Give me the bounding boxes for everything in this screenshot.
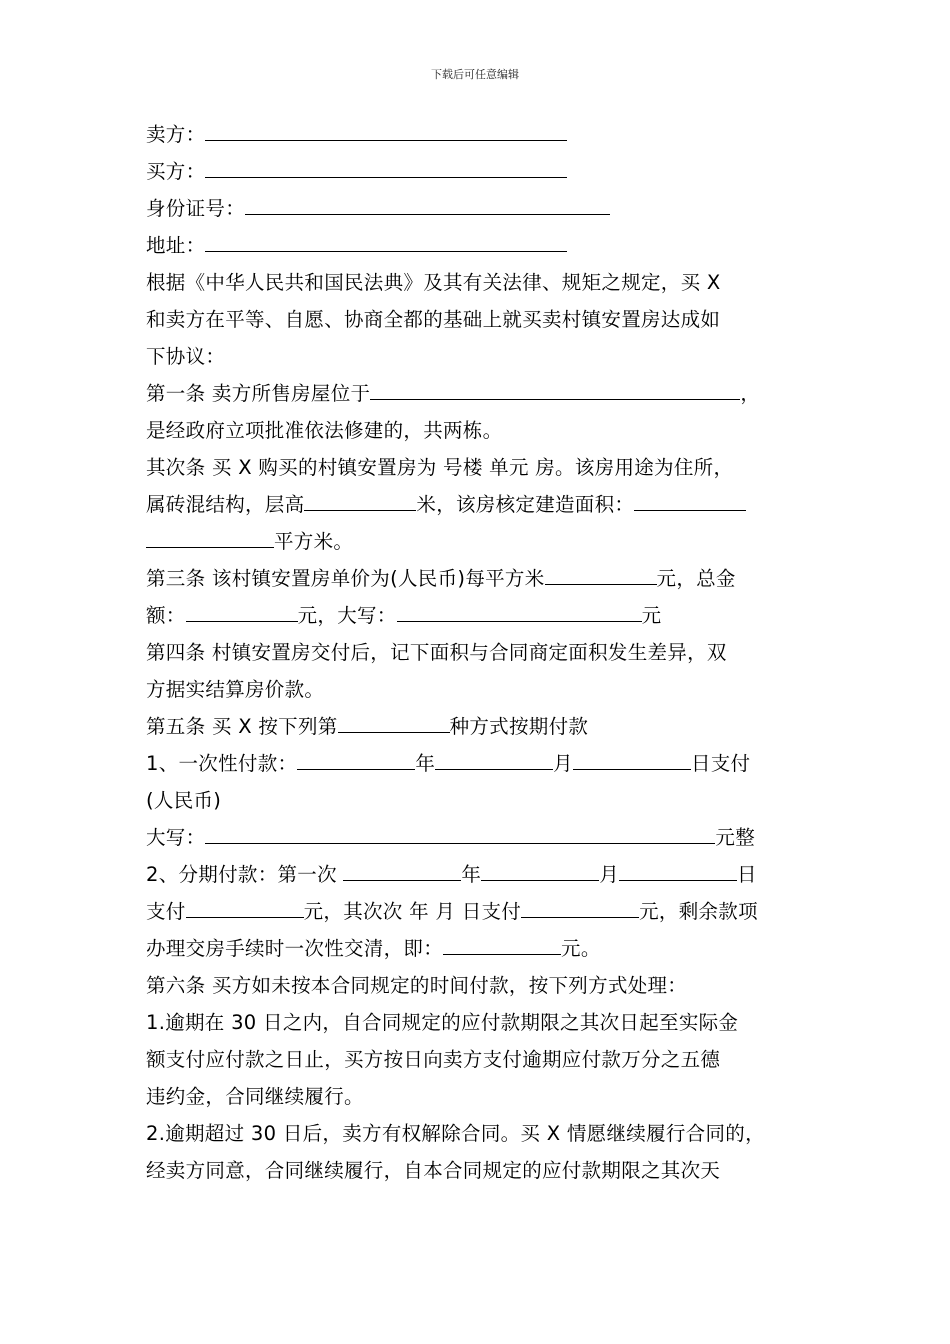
address-line [146, 227, 818, 264]
lump-sum-year-blank[interactable] [297, 747, 415, 770]
lump-sum-label: 1、一次性付款： [146, 752, 298, 775]
lump-sum-line [146, 745, 818, 782]
article-2-line-3 [146, 523, 818, 560]
year-label: 年 [415, 752, 436, 775]
article-1-comma: ， [740, 382, 761, 405]
paragraph-line: 违约金，合同继续履行。 [146, 1085, 364, 1108]
yuan-period-label: 元。 [561, 937, 601, 960]
buyer-line [146, 153, 818, 190]
uppercase-amount-blank[interactable] [205, 821, 715, 844]
paragraph-line: 下协议： [146, 345, 226, 368]
article-3-line-2 [146, 597, 818, 634]
first-payment-blank[interactable] [186, 895, 304, 918]
unit-price-label: 第三条 该村镇安置房单价为(人民币)每平方米 [146, 567, 545, 590]
id-number-label: 身份证号： [146, 197, 246, 220]
second-payment-label: 元，其次次 年 月 日支付 [303, 900, 522, 923]
total-amount-label: 元，总金 [656, 567, 736, 590]
buyer-blank[interactable] [205, 155, 567, 178]
square-meter-label: 平方米。 [274, 530, 354, 553]
month-label: 月 [599, 863, 620, 886]
building-area-blank-1[interactable] [634, 488, 746, 511]
uppercase-label: 元，大写： [297, 604, 397, 627]
payment-method-suffix: 种方式按期付款 [449, 715, 589, 738]
day-label: 日 [737, 863, 757, 886]
installment-month-blank[interactable] [481, 858, 599, 881]
article-4-line: 第四条 村镇安置房交付后，记下面积与合同商定面积发生差异，双 [146, 641, 727, 664]
paragraph-line: 根据《中华人民共和国民法典》及其有关法律、规矩之规定，买 X [146, 271, 721, 294]
building-area-label: 米，该房核定建造面积： [416, 493, 635, 516]
floor-height-label: 属砖混结构，层高 [146, 493, 305, 516]
remaining-label: 元，剩余款项 [639, 900, 758, 923]
address-label: 地址： [146, 234, 206, 257]
article-3-line [146, 560, 818, 597]
article-1-text: 第一条 卖方所售房屋位于 [146, 382, 371, 405]
contract-body [146, 116, 818, 1189]
yuan-whole-label: 元整 [715, 826, 756, 849]
installment-line-2 [146, 893, 818, 930]
unit-price-blank[interactable] [545, 562, 657, 585]
uppercase-amount-label: 大写： [146, 826, 206, 849]
installment-label: 2、分期付款：第一次 [146, 863, 344, 886]
article-2-line-2 [146, 486, 818, 523]
article-2-line: 其次条 买 X 购买的村镇安置房为 号楼 单元 房。该房用途为住所， [146, 456, 734, 479]
amount-label: 额： [146, 604, 186, 627]
house-location-blank[interactable] [370, 377, 740, 400]
article-6-line: 第六条 买方如未按本合同规定的时间付款，按下列方式处理： [146, 974, 688, 997]
id-number-line [146, 190, 818, 227]
final-payment-blank[interactable] [443, 932, 561, 955]
second-payment-blank[interactable] [521, 895, 639, 918]
total-amount-blank[interactable] [186, 599, 298, 622]
address-blank[interactable] [205, 229, 567, 252]
pay-label: 支付 [146, 900, 186, 923]
buyer-label: 买方： [146, 160, 206, 183]
id-number-blank[interactable] [245, 192, 610, 215]
payment-method-blank[interactable] [338, 710, 450, 733]
uppercase-amount-line [146, 819, 818, 856]
payment-method-label: 第五条 买 X 按下列第 [146, 715, 338, 738]
lump-sum-day-blank[interactable] [573, 747, 691, 770]
month-label: 月 [553, 752, 573, 775]
seller-label: 卖方： [146, 123, 206, 146]
yuan-label: 元 [641, 604, 662, 627]
seller-line [146, 116, 818, 153]
year-label: 年 [461, 863, 482, 886]
building-area-blank-2[interactable] [146, 525, 274, 548]
paragraph-line: (人民币) [146, 789, 222, 812]
lump-sum-month-blank[interactable] [435, 747, 553, 770]
installment-day-blank[interactable] [619, 858, 737, 881]
paragraph-line: 2.逾期超过 30 日后，卖方有权解除合同。买 X 情愿继续履行合同的， [146, 1122, 765, 1145]
paragraph-line: 1.逾期在 30 日之内，自合同规定的应付款期限之其次日起至实际金 [146, 1011, 739, 1034]
paragraph-line: 经卖方同意，合同继续履行，自本合同规定的应付款期限之其次天 [146, 1159, 721, 1182]
seller-blank[interactable] [205, 118, 567, 141]
paragraph-line: 方据实结算房价款。 [146, 678, 325, 701]
floor-height-blank[interactable] [304, 488, 416, 511]
installment-line-3 [146, 930, 818, 967]
final-payment-label: 办理交房手续时一次性交清，即： [146, 937, 444, 960]
installment-line [146, 856, 818, 893]
article-5-line [146, 708, 818, 745]
paragraph-line: 是经政府立项批准依法修建的，共两栋。 [146, 419, 503, 442]
paragraph-line: 额支付应付款之日止，买方按日向卖方支付逾期应付款万分之五德 [146, 1048, 721, 1071]
article-1-line [146, 375, 818, 412]
paragraph-line: 和卖方在平等、自愿、协商全都的基础上就买卖村镇安置房达成如 [146, 308, 721, 331]
total-uppercase-blank[interactable] [397, 599, 642, 622]
day-pay-label: 日支付 [690, 752, 751, 775]
installment-year-blank[interactable] [343, 858, 461, 881]
header-note: 下载后可任意编辑 [431, 68, 519, 81]
